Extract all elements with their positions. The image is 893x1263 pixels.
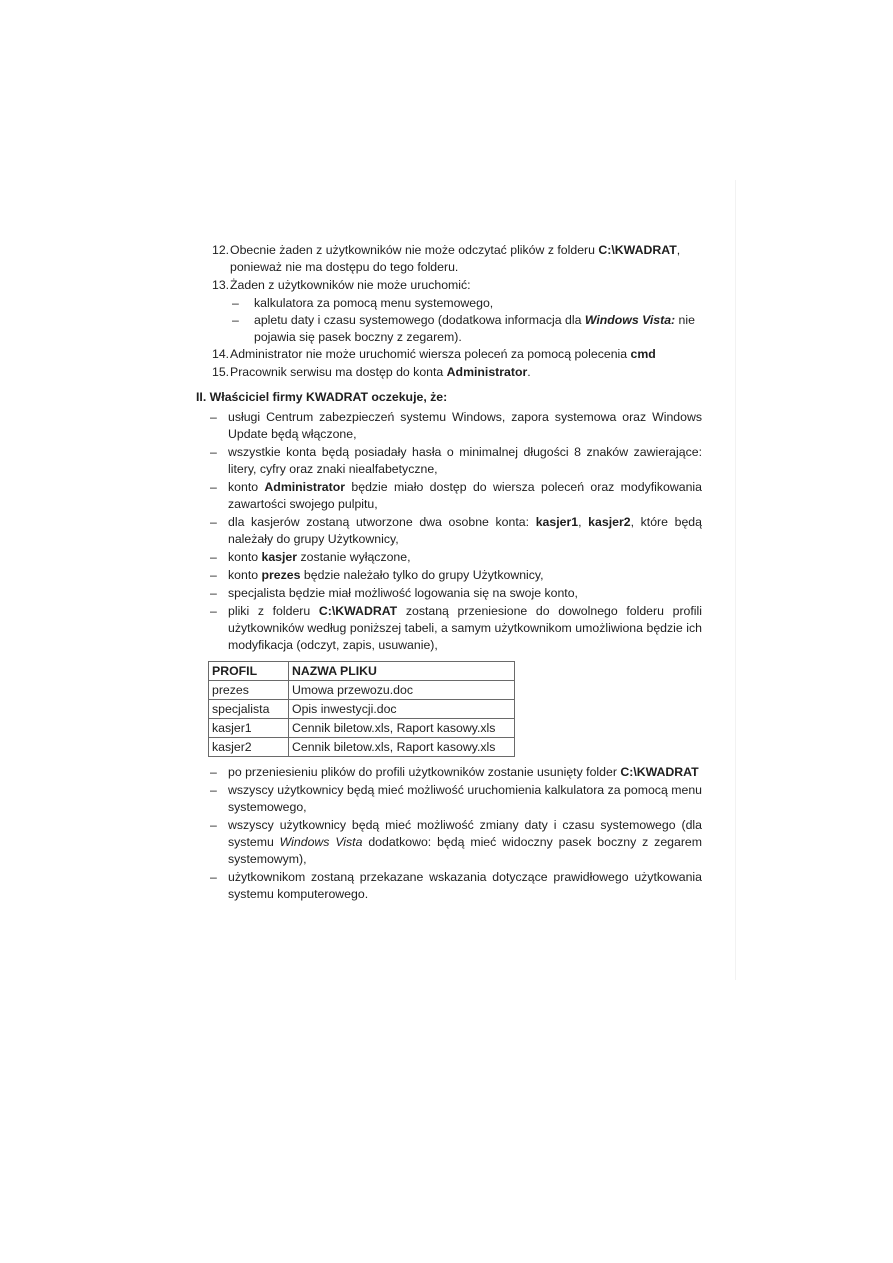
item-bold-command: cmd xyxy=(630,347,656,361)
dash-bullet: – xyxy=(210,586,217,600)
sub-item-text: apletu daty i czasu systemowego (dodatkowa informacja dla xyxy=(254,313,585,327)
list-item-italic: Windows Vista xyxy=(279,835,363,849)
list-item-text: pliki z folderu xyxy=(228,604,319,618)
dash-bullet: – xyxy=(210,515,217,529)
list-item xyxy=(196,603,702,654)
item-text: Obecnie żaden z użytkowników nie może odczytać plików z folderu xyxy=(230,243,599,257)
table-cell-profile: kasjer2 xyxy=(209,738,289,757)
column-header-file-name: NAZWA PLIKU xyxy=(289,662,515,681)
list-item xyxy=(196,585,702,602)
sub-item-text-end: nie xyxy=(675,313,695,327)
list-item-text-end: zostaną przeniesione do dowolnego folderu profili użytkowników według poniższej tabeli, a samym użytkownikom umożliwiona będzie ich modyfikacja (odczyt, zapis, usuwanie), xyxy=(228,604,702,652)
table-cell-file: Opis inwestycji.doc xyxy=(289,700,515,719)
list-item-text-end: dodatkowo: będą mieć widoczny pasek boczny z zegarem systemowym), xyxy=(228,835,703,866)
profile-files-table xyxy=(208,661,515,757)
list-item-bold: prezes xyxy=(261,568,301,582)
numbered-item-15 xyxy=(196,364,702,381)
list-item xyxy=(196,817,702,868)
dash-bullet: – xyxy=(210,604,217,618)
item-number: 14. xyxy=(212,347,230,361)
scan-edge-divider xyxy=(735,180,736,980)
numbered-item-14 xyxy=(196,346,702,363)
list-item xyxy=(196,567,702,584)
table-cell-profile: kasjer1 xyxy=(209,719,289,738)
sub-item-text: kalkulatora za pomocą menu systemowego, xyxy=(254,296,494,310)
table-cell-file: Cennik biletow.xls, Raport kasowy.xls xyxy=(289,719,515,738)
list-item-text-mid: , xyxy=(578,515,589,529)
list-item-text: użytkownikom zostaną przekazane wskazania dotyczące prawidłowego użytkowania systemu komputerowego. xyxy=(228,870,702,901)
list-item xyxy=(196,782,702,816)
list-item xyxy=(196,514,702,548)
dash-bullet: – xyxy=(210,445,217,459)
item-number: 12. xyxy=(212,243,230,257)
list-item-bold: C:\KWADRAT xyxy=(318,604,398,618)
dash-bullet: – xyxy=(210,480,217,494)
sub-item-date-time xyxy=(196,312,702,346)
table-row xyxy=(209,700,515,719)
item-number: 15. xyxy=(212,365,230,379)
item-text: Żaden z użytkowników nie może uruchomić: xyxy=(230,278,471,292)
list-item-text: wszyscy użytkownicy będą mieć możliwość uruchomienia kalkulatora za pomocą menu systemowego, xyxy=(228,783,702,814)
item-bold-account: Administrator xyxy=(446,365,528,379)
dash-bullet: – xyxy=(210,550,217,564)
dash-bullet: – xyxy=(232,313,239,327)
table-cell-profile: specjalista xyxy=(209,700,289,719)
item-text: Administrator nie może uruchomić wiersza poleceń za pomocą polecenia xyxy=(230,347,631,361)
list-item-bold: C:\KWADRAT xyxy=(620,765,699,779)
list-item-text: usługi Centrum zabezpieczeń systemu Windows, zapora systemowa oraz Windows Update będą włączone, xyxy=(228,410,702,441)
list-item-text: dla kasjerów zostaną utworzone dwa osobne konta: xyxy=(228,515,536,529)
sub-item-text-line2: pojawia się pasek boczny z zegarem). xyxy=(254,330,462,344)
list-item xyxy=(196,869,702,903)
list-item-text: konto xyxy=(228,480,265,494)
item-bold-path: C:\KWADRAT xyxy=(598,243,677,257)
list-item-text: wszyscy użytkownicy będą mieć możliwość zmiany daty i czasu systemowego (dla systemu xyxy=(228,818,702,849)
list-item-text: specjalista będzie miał możliwość logowania się na swoje konto, xyxy=(228,586,578,600)
table-cell-file: Cennik biletow.xls, Raport kasowy.xls xyxy=(289,738,515,757)
table-row xyxy=(209,738,515,757)
table-row xyxy=(209,681,515,700)
sub-item-bold-italic: Windows Vista: xyxy=(584,313,676,327)
list-item xyxy=(196,549,702,566)
dash-bullet: – xyxy=(210,818,217,832)
list-item-text: wszystkie konta będą posiadały hasła o minimalnej długości 8 znaków zawierające: litery, cyfry oraz znaki niealfabetyczne, xyxy=(228,445,702,476)
table-cell-profile: prezes xyxy=(209,681,289,700)
column-header-profile: PROFIL xyxy=(209,662,289,681)
item-number: 13. xyxy=(212,278,230,292)
document-content xyxy=(196,242,702,904)
item-text: Pracownik serwisu ma dostęp do konta xyxy=(230,365,447,379)
item-text-line2: ponieważ nie ma dostępu do tego folderu. xyxy=(230,260,459,274)
list-item-bold: kasjer1 xyxy=(535,515,579,529)
list-item-text-end: będzie miało dostęp do wiersza poleceń oraz modyfikowania zawartości swojego pulpitu, xyxy=(228,480,702,511)
list-item-text: konto xyxy=(228,550,262,564)
table-header-row xyxy=(209,662,515,681)
numbered-item-12 xyxy=(196,242,702,276)
list-item xyxy=(196,409,702,443)
list-item-bold: kasjer xyxy=(261,550,298,564)
list-item-text: po przeniesieniu plików do profili użytkowników zostanie usunięty folder xyxy=(228,765,621,779)
table-cell-file: Umowa przewozu.doc xyxy=(289,681,515,700)
list-item-bold: Administrator xyxy=(264,480,346,494)
dash-bullet: – xyxy=(210,568,217,582)
list-item xyxy=(196,479,702,513)
dash-bullet: – xyxy=(210,870,217,884)
table-row xyxy=(209,719,515,738)
list-item xyxy=(196,764,702,781)
section-heading: II. Właściciel firmy KWADRAT oczekuje, że: xyxy=(196,390,448,404)
item-text-end: , xyxy=(676,243,681,257)
list-item-bold-2: kasjer2 xyxy=(588,515,631,529)
list-item-text: konto xyxy=(228,568,262,582)
sub-item-calculator xyxy=(196,295,702,312)
list-item-text-end: będzie należało tylko do grupy Użytkownicy, xyxy=(300,568,544,582)
dash-bullet: – xyxy=(210,410,217,424)
item-text-end: . xyxy=(527,365,531,379)
list-item xyxy=(196,444,702,478)
dash-bullet: – xyxy=(210,783,217,797)
list-item-text-end: , które będą należały do grupy Użytkownicy, xyxy=(228,515,702,546)
dash-bullet: – xyxy=(232,296,239,310)
numbered-item-13 xyxy=(196,277,702,294)
dash-bullet: – xyxy=(210,765,217,779)
list-item-text-end: zostanie wyłączone, xyxy=(297,550,411,564)
